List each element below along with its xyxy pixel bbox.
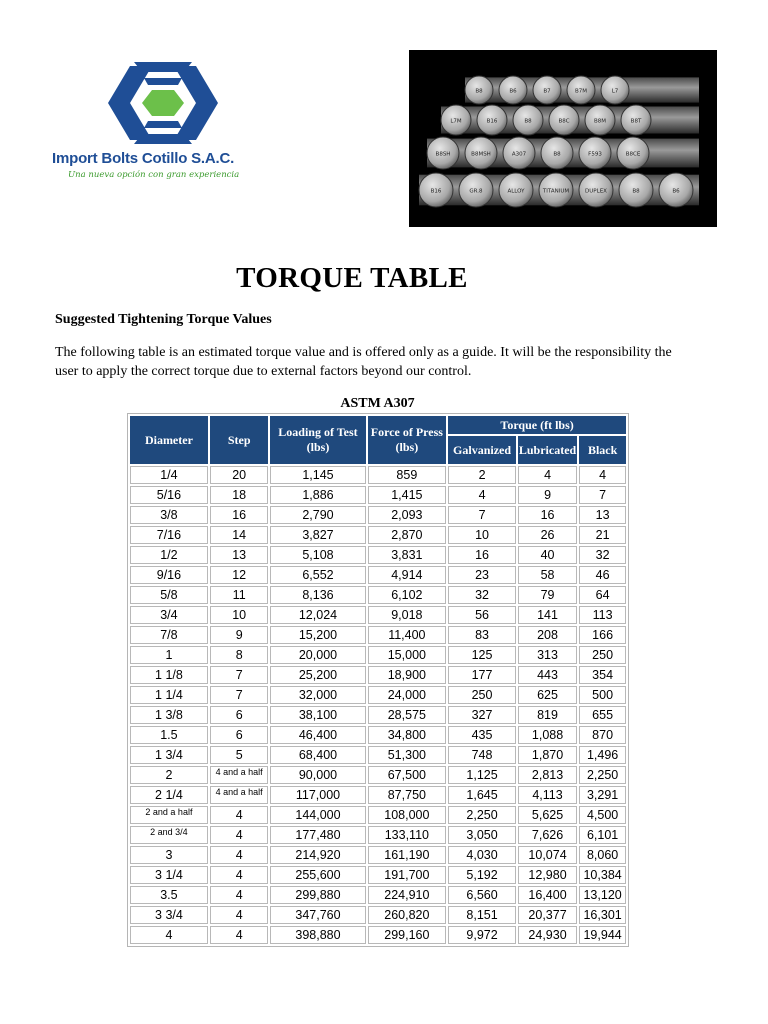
bolt-head [465,137,497,169]
table-row [130,886,626,904]
cell-force: 18,900 [368,666,447,684]
table-row [130,486,626,504]
cell-step: 4 [210,906,269,924]
cell-loading: 214,920 [270,846,365,864]
cell-black: 13 [579,506,626,524]
bolt-head-mark: B7 [543,88,551,95]
table-row [130,906,626,924]
bolt-head-mark: F593 [588,151,602,158]
cell-force: 15,000 [368,646,447,664]
cell-galvanized: 6,560 [448,886,516,904]
cell-galvanized: 8,151 [448,906,516,924]
cell-lubricated: 79 [518,586,577,604]
cell-step: 11 [210,586,269,604]
bolt-head [659,173,693,207]
cell-step: 16 [210,506,269,524]
cell-diameter: 1.5 [130,726,208,744]
cell-lubricated: 141 [518,606,577,624]
cell-black: 250 [579,646,626,664]
table-caption: ASTM A307 [340,396,415,411]
table-row [130,626,626,644]
company-name: Import Bolts Cotillo S.A.C. [52,150,235,167]
table-row [130,706,626,724]
cell-step: 4 [210,866,269,884]
cell-step: 8 [210,646,269,664]
cell-diameter: 3 1/4 [130,866,208,884]
cell-galvanized: 5,192 [448,866,516,884]
bolt-head-mark: B8MSH [471,151,491,158]
cell-step: 6 [210,726,269,744]
bolt-head [619,173,653,207]
cell-diameter: 5/16 [130,486,208,504]
company-tagline: Una nueva opción con gran experiencia [68,170,240,180]
cell-diameter: 2 [130,766,208,784]
cell-lubricated: 40 [518,546,577,564]
cell-step: 18 [210,486,269,504]
cell-black: 2,250 [579,766,626,784]
cell-galvanized: 250 [448,686,516,704]
cell-loading: 177,480 [270,826,365,844]
cell-force: 2,870 [368,526,447,544]
header-galvanized: Galvanized [448,436,516,464]
header-black: Black [579,436,626,464]
cell-galvanized: 2,250 [448,806,516,824]
bolt-head [579,173,613,207]
bolt-head-mark: B8T [630,118,642,125]
bolt-head [533,76,561,104]
company-logo [52,58,274,188]
cell-force: 87,750 [368,786,447,804]
cell-diameter: 2 1/4 [130,786,208,804]
table-body [130,466,626,944]
cell-lubricated: 7,626 [518,826,577,844]
cell-force: 1,415 [368,486,447,504]
table-row [130,786,626,804]
cell-black: 6,101 [579,826,626,844]
bolt-head [477,105,507,135]
cell-loading: 255,600 [270,866,365,884]
table-row [130,566,626,584]
cell-lubricated: 4 [518,466,577,484]
cell-loading: 20,000 [270,646,365,664]
cell-step: 9 [210,626,269,644]
header-torque-group: Torque (ft lbs) [448,416,626,434]
cell-diameter: 5/8 [130,586,208,604]
torque-table [127,413,629,947]
cell-diameter: 1 1/8 [130,666,208,684]
cell-loading: 6,552 [270,566,365,584]
cell-galvanized: 177 [448,666,516,684]
cell-loading: 38,100 [270,706,365,724]
cell-loading: 12,024 [270,606,365,624]
bolt-head-mark: ALLOY [507,188,525,195]
bolt-head [579,137,611,169]
cell-lubricated: 9 [518,486,577,504]
cell-lubricated: 2,813 [518,766,577,784]
cell-force: 133,110 [368,826,447,844]
cell-galvanized: 23 [448,566,516,584]
cell-black: 8,060 [579,846,626,864]
cell-galvanized: 56 [448,606,516,624]
cell-lubricated: 4,113 [518,786,577,804]
cell-force: 6,102 [368,586,447,604]
cell-black: 16,301 [579,906,626,924]
cell-loading: 1,886 [270,486,365,504]
cell-black: 4 [579,466,626,484]
cell-galvanized: 9,972 [448,926,516,944]
bolt-head [465,76,493,104]
cell-black: 113 [579,606,626,624]
cell-loading: 1,145 [270,466,365,484]
logo-hexagon-icon [100,58,226,148]
cell-loading: 15,200 [270,626,365,644]
bolt-head [539,173,573,207]
header-force: Force of Press (lbs) [368,416,447,464]
bolts-photo [409,50,717,227]
cell-black: 655 [579,706,626,724]
cell-diameter: 1 1/4 [130,686,208,704]
cell-black: 13,120 [579,886,626,904]
bolt-head [601,76,629,104]
cell-black: 7 [579,486,626,504]
header-loading: Loading of Test (lbs) [270,416,365,464]
cell-loading: 398,880 [270,926,365,944]
cell-black: 19,944 [579,926,626,944]
table-row [130,506,626,524]
bolt-head [549,105,579,135]
cell-step: 7 [210,686,269,704]
cell-step: 12 [210,566,269,584]
cell-black: 4,500 [579,806,626,824]
table-row [130,726,626,744]
bolt-head-mark: B8CE [625,151,641,158]
bolt-head [585,105,615,135]
cell-diameter: 2 and a half [130,806,208,824]
bolt-head-mark: DUPLEX [585,188,607,195]
cell-loading: 46,400 [270,726,365,744]
cell-galvanized: 2 [448,466,516,484]
cell-loading: 347,760 [270,906,365,924]
bolt-head [503,137,535,169]
cell-lubricated: 1,870 [518,746,577,764]
table-row [130,686,626,704]
cell-lubricated: 1,088 [518,726,577,744]
cell-galvanized: 1,125 [448,766,516,784]
cell-step: 4 and a half [210,786,269,804]
cell-galvanized: 4 [448,486,516,504]
cell-step: 4 [210,826,269,844]
cell-force: 34,800 [368,726,447,744]
cell-loading: 25,200 [270,666,365,684]
cell-diameter: 1/4 [130,466,208,484]
cell-step: 4 and a half [210,766,269,784]
cell-force: 299,160 [368,926,447,944]
cell-lubricated: 26 [518,526,577,544]
table-row [130,586,626,604]
cell-diameter: 4 [130,926,208,944]
header-diameter: Diameter [130,416,208,464]
cell-galvanized: 3,050 [448,826,516,844]
cell-force: 108,000 [368,806,447,824]
cell-galvanized: 327 [448,706,516,724]
header-lubricated: Lubricated [518,436,577,464]
cell-force: 224,910 [368,886,447,904]
cell-lubricated: 12,980 [518,866,577,884]
cell-force: 11,400 [368,626,447,644]
table-row [130,826,626,844]
bolt-head [499,173,533,207]
bolt-head [499,76,527,104]
cell-loading: 299,880 [270,886,365,904]
cell-lubricated: 819 [518,706,577,724]
table-row [130,926,626,944]
intro-paragraph: The following table is an estimated torque value and is offered only as a guide. It will be the responsibility the user to apply the correct torque due to external factors beyond our control. [55,345,672,379]
cell-black: 21 [579,526,626,544]
cell-lubricated: 625 [518,686,577,704]
cell-black: 870 [579,726,626,744]
cell-galvanized: 435 [448,726,516,744]
bolt-head [459,173,493,207]
cell-force: 4,914 [368,566,447,584]
cell-force: 191,700 [368,866,447,884]
cell-force: 51,300 [368,746,447,764]
cell-step: 14 [210,526,269,544]
cell-force: 28,575 [368,706,447,724]
cell-force: 859 [368,466,447,484]
cell-diameter: 1/2 [130,546,208,564]
cell-step: 5 [210,746,269,764]
cell-loading: 8,136 [270,586,365,604]
bolt-head [419,173,453,207]
table-row [130,806,626,824]
cell-force: 2,093 [368,506,447,524]
cell-black: 3,291 [579,786,626,804]
bolt-head-mark: GR.8 [469,188,483,195]
cell-diameter: 3.5 [130,886,208,904]
cell-black: 10,384 [579,866,626,884]
cell-loading: 90,000 [270,766,365,784]
bolt-head-mark: B8 [475,88,483,95]
bolt-head-mark: L7 [611,88,619,95]
bolt-head [617,137,649,169]
page-title: TORQUE TABLE [236,262,468,294]
cell-lubricated: 58 [518,566,577,584]
cell-diameter: 3/4 [130,606,208,624]
table-row [130,466,626,484]
bolt-head-mark: B8 [632,188,640,195]
cell-step: 4 [210,806,269,824]
bolt-head [621,105,651,135]
cell-lubricated: 10,074 [518,846,577,864]
bolt-head [441,105,471,135]
cell-force: 9,018 [368,606,447,624]
cell-force: 24,000 [368,686,447,704]
header-step: Step [210,416,269,464]
bolt-head-mark: B6 [509,88,517,95]
cell-diameter: 1 3/8 [130,706,208,724]
bolt-head-mark: A307 [511,151,527,158]
cell-step: 4 [210,926,269,944]
cell-loading: 144,000 [270,806,365,824]
cell-lubricated: 16,400 [518,886,577,904]
cell-loading: 68,400 [270,746,365,764]
bolt-head-mark: B8SH [435,151,451,158]
cell-force: 260,820 [368,906,447,924]
cell-diameter: 1 [130,646,208,664]
bolt-head-mark: B16 [486,118,498,125]
cell-galvanized: 748 [448,746,516,764]
cell-loading: 5,108 [270,546,365,564]
cell-step: 4 [210,846,269,864]
cell-step: 4 [210,886,269,904]
cell-diameter: 9/16 [130,566,208,584]
cell-step: 10 [210,606,269,624]
bolt-head-mark: B16 [430,188,442,195]
cell-diameter: 7/16 [130,526,208,544]
bolt-head [567,76,595,104]
table-row [130,766,626,784]
cell-galvanized: 125 [448,646,516,664]
cell-lubricated: 5,625 [518,806,577,824]
cell-diameter: 2 and 3/4 [130,826,208,844]
cell-black: 46 [579,566,626,584]
cell-lubricated: 443 [518,666,577,684]
cell-lubricated: 16 [518,506,577,524]
cell-step: 6 [210,706,269,724]
cell-black: 32 [579,546,626,564]
cell-black: 354 [579,666,626,684]
bolt-head-mark: B8 [524,118,532,125]
cell-step: 13 [210,546,269,564]
cell-galvanized: 1,645 [448,786,516,804]
cell-galvanized: 16 [448,546,516,564]
table-row [130,606,626,624]
bolt-head [541,137,573,169]
table-row [130,846,626,864]
cell-force: 3,831 [368,546,447,564]
table-row [130,526,626,544]
cell-step: 20 [210,466,269,484]
cell-diameter: 7/8 [130,626,208,644]
bolt-head [513,105,543,135]
bolt-head-mark: B6 [672,188,680,195]
cell-black: 64 [579,586,626,604]
cell-loading: 117,000 [270,786,365,804]
cell-diameter: 3 [130,846,208,864]
section-subtitle: Suggested Tightening Torque Values [55,312,272,327]
table-row [130,866,626,884]
table-row [130,546,626,564]
bolt-head-mark: L7M [450,118,462,125]
bolt-head-mark: B8C [558,118,570,125]
bolt-head-mark: B8 [553,151,561,158]
cell-galvanized: 83 [448,626,516,644]
table-row [130,746,626,764]
cell-loading: 3,827 [270,526,365,544]
bolt-head-mark: TITANIUM [542,188,570,195]
cell-galvanized: 7 [448,506,516,524]
cell-diameter: 3 3/4 [130,906,208,924]
bolt-head [427,137,459,169]
cell-black: 166 [579,626,626,644]
cell-lubricated: 208 [518,626,577,644]
cell-galvanized: 10 [448,526,516,544]
cell-black: 500 [579,686,626,704]
cell-black: 1,496 [579,746,626,764]
bolt-head-mark: B7M [574,88,588,95]
bolt-head-mark: B8M [593,118,607,125]
cell-force: 67,500 [368,766,447,784]
cell-loading: 32,000 [270,686,365,704]
cell-loading: 2,790 [270,506,365,524]
cell-diameter: 1 3/4 [130,746,208,764]
cell-force: 161,190 [368,846,447,864]
cell-galvanized: 4,030 [448,846,516,864]
cell-galvanized: 32 [448,586,516,604]
table-row [130,646,626,664]
cell-step: 7 [210,666,269,684]
cell-diameter: 3/8 [130,506,208,524]
cell-lubricated: 24,930 [518,926,577,944]
table-row [130,666,626,684]
cell-lubricated: 313 [518,646,577,664]
cell-lubricated: 20,377 [518,906,577,924]
